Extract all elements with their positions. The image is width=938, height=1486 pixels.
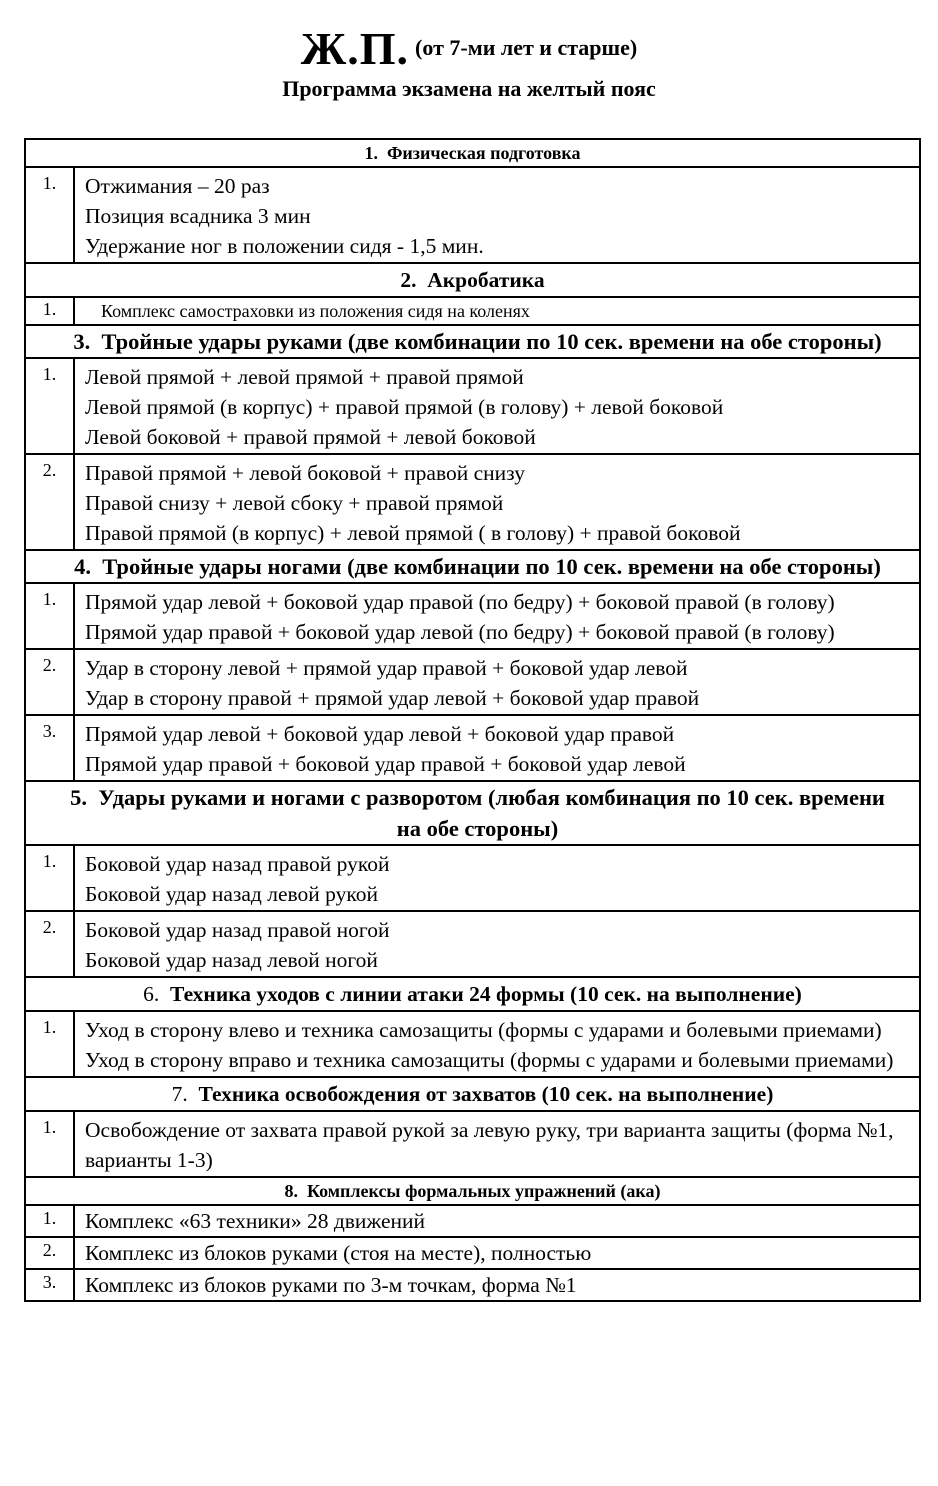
section-header [25, 550, 920, 583]
item-content [74, 845, 920, 911]
section-number: 1. [364, 143, 378, 163]
item-content [74, 1269, 920, 1301]
section-number: 4. [74, 554, 92, 579]
item-line: Боковой удар назад правой ногой [85, 918, 390, 942]
table-row [25, 649, 920, 715]
item-line: Комплекс самостраховки из положения сидя на коленях [101, 301, 530, 321]
item-line: Правой прямой (в корпус) + левой прямой ( в голову) + правой боковой [85, 521, 741, 545]
section-header-row [25, 139, 920, 167]
section-number: 2. [400, 268, 417, 292]
section-header [25, 263, 920, 297]
item-number: 1. [25, 1205, 74, 1237]
item-line: Уход в сторону вправо и техника самозащиты (формы с ударами и болевыми приемами) [85, 1048, 894, 1072]
belt-code: Ж.П. [300, 23, 410, 74]
section-header [25, 781, 920, 845]
item-line: Отжимания – 20 раз [85, 174, 270, 198]
section-title: Акробатика [427, 268, 545, 292]
item-number: 2. [25, 454, 74, 550]
section-header [25, 325, 920, 358]
item-content [74, 583, 920, 649]
item-line: Правой прямой + левой боковой + правой снизу [85, 461, 525, 485]
section-title: Техника освобождения от захватов (10 сек. на выполнение) [198, 1082, 774, 1106]
table-row [25, 845, 920, 911]
section-title: Тройные удары ногами (две комбинации по 10 сек. времени на обе стороны) [102, 554, 881, 579]
section-header-row [25, 977, 920, 1011]
item-line: Левой прямой (в корпус) + правой прямой (в голову) + левой боковой [85, 395, 724, 419]
item-line: Удержание ног в положении сидя - 1,5 мин. [85, 234, 484, 258]
item-number: 1. [25, 358, 74, 454]
item-number: 1. [25, 583, 74, 649]
table-row [25, 583, 920, 649]
item-number: 2. [25, 1237, 74, 1269]
item-content [74, 297, 920, 325]
table-row [25, 911, 920, 977]
item-content [74, 715, 920, 781]
item-line: Боковой удар назад левой ногой [85, 948, 378, 972]
table-row [25, 1011, 920, 1077]
table-row [25, 1237, 920, 1269]
section-header [25, 977, 920, 1011]
item-line: Прямой удар левой + боковой удар левой + боковой удар правой [85, 722, 675, 746]
age-note: (от 7-ми лет и старше) [415, 35, 638, 60]
item-line: Боковой удар назад левой рукой [85, 882, 378, 906]
item-content [74, 358, 920, 454]
table-row [25, 454, 920, 550]
item-line: Комплекс из блоков руками по 3-м точкам, форма №1 [85, 1273, 577, 1297]
item-number: 3. [25, 715, 74, 781]
section-number: 5. [70, 785, 87, 810]
section-header [25, 139, 920, 167]
item-content [74, 1111, 920, 1177]
section-title: Техника уходов с линии атаки 24 формы (10 сек. на выполнение) [170, 982, 802, 1006]
section-header-row [25, 263, 920, 297]
section-header-row [25, 781, 920, 845]
item-line: Левой боковой + правой прямой + левой боковой [85, 425, 536, 449]
section-header-row [25, 550, 920, 583]
item-number: 2. [25, 911, 74, 977]
section-title: Удары руками и ногами с разворотом (любая комбинация по 10 сек. времени на обе стороны) [98, 785, 885, 841]
item-line: Боковой удар назад правой рукой [85, 852, 390, 876]
section-title: Тройные удары руками (две комбинации по 10 сек. времени на обе стороны) [101, 329, 882, 354]
section-header [25, 1177, 920, 1205]
item-line: Удар в сторону левой + прямой удар правой + боковой удар левой [85, 656, 688, 680]
item-line: Прямой удар правой + боковой удар правой + боковой удар левой [85, 752, 686, 776]
item-line: Прямой удар правой + боковой удар левой (по бедру) + боковой правой (в голову) [85, 620, 835, 644]
section-number: 6. [143, 982, 160, 1006]
document-title [0, 22, 938, 75]
item-content [74, 454, 920, 550]
section-number: 7. [171, 1082, 188, 1106]
table-row [25, 1269, 920, 1301]
item-line: Удар в сторону правой + прямой удар левой + боковой удар правой [85, 686, 700, 710]
item-line: Правой снизу + левой сбоку + правой прямой [85, 491, 504, 515]
item-line: Позиция всадника 3 мин [85, 204, 311, 228]
item-line: Прямой удар левой + боковой удар правой (по бедру) + боковой правой (в голову) [85, 590, 835, 614]
item-content [74, 911, 920, 977]
section-header-row [25, 325, 920, 358]
document-subtitle: Программа экзамена на желтый пояс [282, 76, 656, 101]
item-number: 1. [25, 1011, 74, 1077]
item-content [74, 1237, 920, 1269]
table-row [25, 358, 920, 454]
exam-program-table [24, 138, 921, 1302]
item-line: Освобождение от захвата правой рукой за левую руку, три варианта защиты (форма №1, варианты 1-3) [85, 1118, 894, 1172]
table-row [25, 167, 920, 263]
section-number: 3. [73, 329, 91, 354]
item-number: 1. [25, 167, 74, 263]
item-line: Комплекс «63 техники» 28 движений [85, 1209, 426, 1233]
item-number: 1. [25, 845, 74, 911]
section-number: 8. [284, 1181, 298, 1201]
item-number: 3. [25, 1269, 74, 1301]
table-row [25, 715, 920, 781]
item-number: 1. [25, 1111, 74, 1177]
item-number: 2. [25, 649, 74, 715]
item-content [74, 649, 920, 715]
item-content [74, 167, 920, 263]
item-line: Левой прямой + левой прямой + правой прямой [85, 365, 524, 389]
table-row [25, 1205, 920, 1237]
section-header-row [25, 1177, 920, 1205]
section-title: Физическая подготовка [386, 143, 581, 163]
section-title: Комплексы формальных упражнений (ака) [306, 1181, 661, 1201]
table-row [25, 1111, 920, 1177]
item-line: Уход в сторону влево и техника самозащиты (формы с ударами и болевыми приемами) [85, 1018, 882, 1042]
item-content [74, 1011, 920, 1077]
section-header [25, 1077, 920, 1111]
section-header-row [25, 1077, 920, 1111]
table-row [25, 297, 920, 325]
item-content [74, 1205, 920, 1237]
item-number: 1. [25, 297, 74, 325]
item-line: Комплекс из блоков руками (стоя на месте), полностью [85, 1241, 592, 1265]
